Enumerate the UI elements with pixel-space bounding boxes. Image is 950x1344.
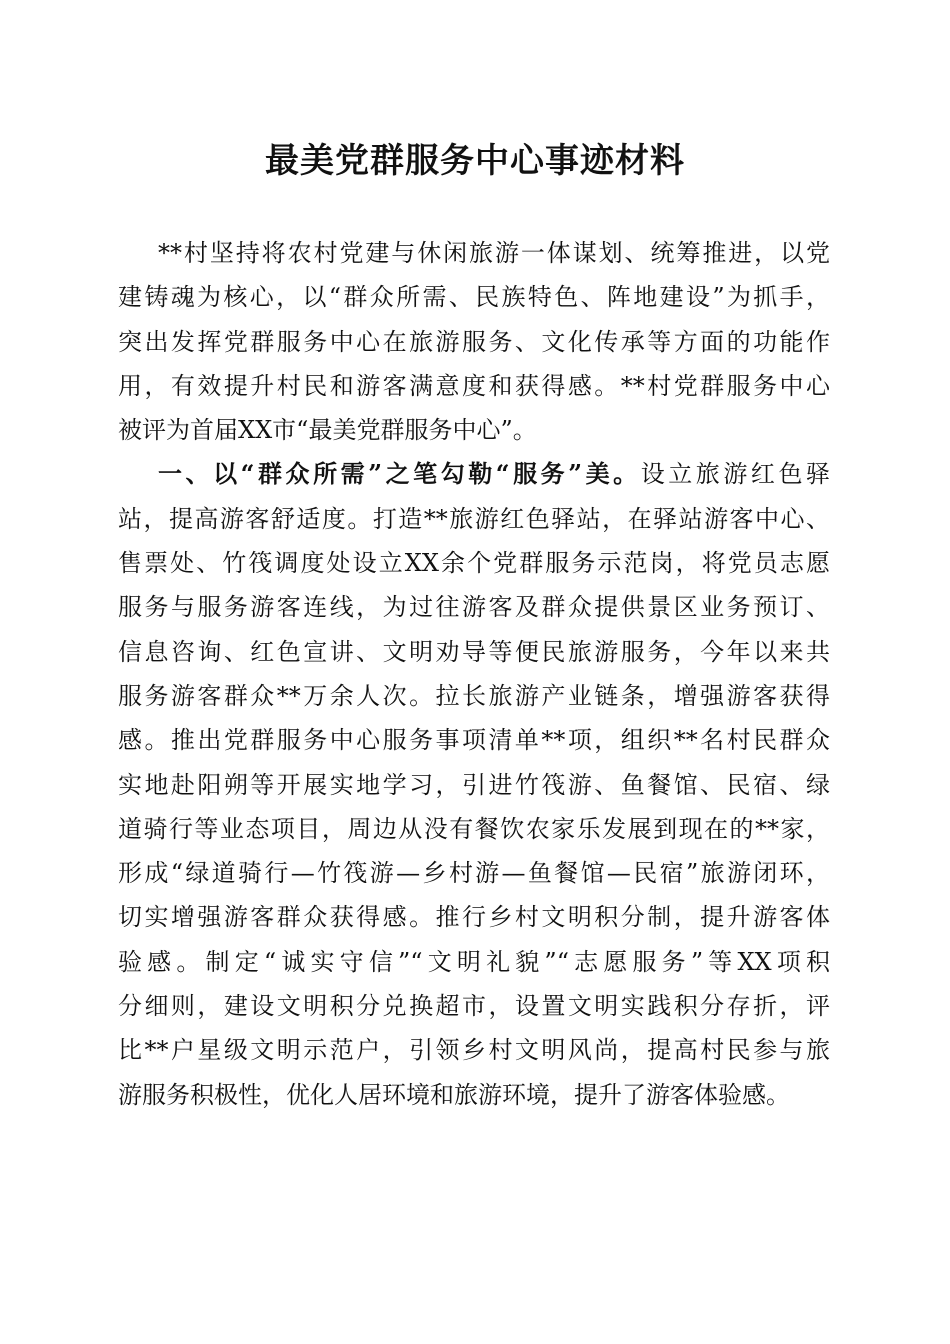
- document-title: 最美党群服务中心事迹材料: [265, 141, 685, 181]
- paragraph-line: 服务与服务游客连线，为过往游客及群众提供景区业务预订、: [118, 593, 830, 622]
- paragraph-line: 道骑行等业态项目，周边从没有餐饮农家乐发展到现在的**家，: [118, 814, 830, 843]
- paragraph-line: 游服务积极性，优化人居环境和旅游环境，提升了游客体验感。: [118, 1080, 790, 1109]
- paragraph-line: 验感。制定“诚实守信”“文明礼貌”“志愿服务”等XX项积: [118, 947, 830, 976]
- section-heading: 一、以“群众所需”之笔勾勒“服务”美。: [158, 459, 641, 489]
- paragraph-section-one: [118, 452, 830, 1116]
- paragraph-line: 用，有效提升村民和游客满意度和获得感。**村党群服务中心: [118, 371, 830, 400]
- paragraph-line: 比**户星级文明示范户，引领乡村文明风尚，提高村民参与旅: [118, 1036, 830, 1065]
- paragraph-line: 感。推出党群服务中心服务事项清单**项，组织**名村民群众: [118, 726, 830, 755]
- paragraph-line: [118, 452, 830, 496]
- paragraph-line: 建铸魂为核心，以“群众所需、民族特色、阵地建设”为抓手，: [118, 283, 830, 312]
- paragraph-line: 被评为首届XX市“最美党群服务中心”。: [118, 416, 537, 445]
- paragraph-line: 实地赴阳朔等开展实地学习，引进竹筏游、鱼餐馆、民宿、绿: [118, 770, 830, 799]
- paragraph-line: **村坚持将农村党建与休闲旅游一体谋划、统筹推进，以党: [158, 239, 830, 267]
- paragraph-line: 切实增强游客群众获得感。推行乡村文明积分制，提升游客体: [118, 903, 830, 932]
- paragraph-line: 站，提高游客舒适度。打造**旅游红色驿站，在驿站游客中心、: [118, 504, 830, 533]
- paragraph-intro: [118, 231, 830, 452]
- paragraph-line: 服务游客群众**万余人次。拉长旅游产业链条，增强游客获得: [118, 681, 830, 710]
- paragraph-line: 售票处、竹筏调度处设立XX余个党群服务示范岗，将党员志愿: [118, 549, 830, 578]
- document-body: [118, 231, 830, 1117]
- paragraph-line: 分细则，建设文明积分兑换超市，设置文明实践积分存折，评: [118, 992, 830, 1021]
- paragraph-line: 形成“绿道骑行—竹筏游—乡村游—鱼餐馆—民宿”旅游闭环，: [118, 859, 830, 888]
- paragraph-line: 突出发挥党群服务中心在旅游服务、文化传承等方面的功能作: [118, 327, 830, 356]
- paragraph-line: 信息咨询、红色宣讲、文明劝导等便民旅游服务，今年以来共: [118, 637, 830, 666]
- heading-line-continuation: 设立旅游红色驿: [640, 460, 831, 489]
